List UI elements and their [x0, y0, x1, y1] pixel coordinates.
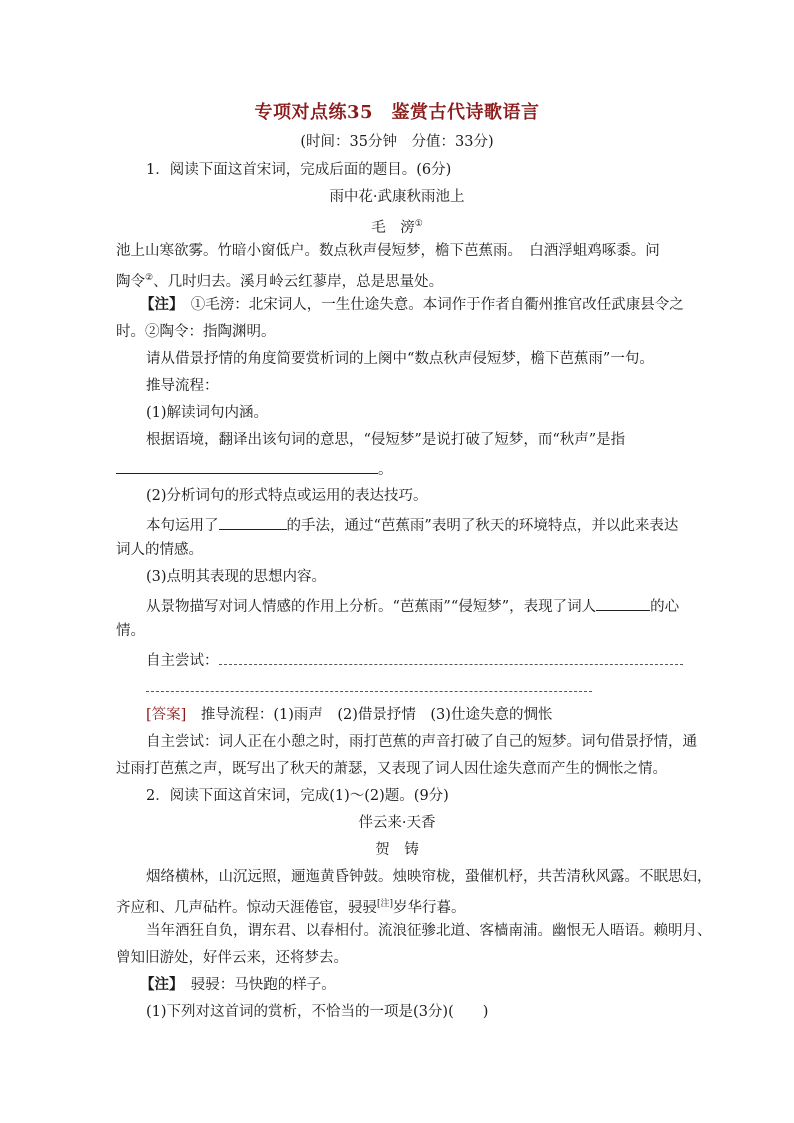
q1-step-3-text [146, 594, 679, 617]
q2-poem-author: 贺 铸 [375, 842, 419, 858]
q2-poem-p1-line-2a: 齐应和、几声砧杵。惊动天涯倦宦，骎骎 [116, 899, 377, 916]
q2-stem: 2．阅读下面这首宋词，完成(1)～(2)题。(9分) [146, 788, 449, 804]
q1-note-text-1: ①毛滂：北宋词人，一生仕途失意。本词作于作者自衢州推官改任武康县令之 [176, 297, 684, 313]
q1-blank-3[interactable] [596, 594, 650, 611]
q1-step-1-fill [116, 457, 393, 480]
q1-try-line [146, 651, 683, 671]
q2-poem-p1-line-2 [116, 894, 466, 918]
q1-poem-note-mark: ② [145, 273, 154, 283]
q1-step-3-a: 从景物描写对词人情感的作用上分析。“芭蕉雨”“侵短梦”，表现了词人 [146, 599, 597, 615]
q1-poem-line-1: 池上山寒欲雾。竹暗小窗低户。数点秋声侵短梦，檐下芭蕉雨。 白酒浮蛆鸡啄黍。问 [116, 243, 660, 259]
q2-note-tag: 【注】 [140, 976, 177, 993]
q1-try-label: 自主尝试： [146, 653, 219, 669]
q1-poem-line-2 [116, 268, 443, 292]
q1-step-2: (2)分析词句的形式特点或运用的表达技巧。 [146, 488, 428, 504]
q1-poem-author [0, 214, 794, 238]
q1-step-2-b: 的手法，通过“芭蕉雨”表明了秋天的环境特点，并以此来表达 [286, 518, 679, 534]
q1-blank-2[interactable] [219, 513, 287, 530]
q1-step-1-end: 。 [378, 462, 393, 478]
q1-note-tag: 【注】 [140, 296, 177, 313]
q1-try-answer-line-1[interactable] [219, 652, 683, 665]
q1-note-line-2: 时。②陶令：指陶渊明。 [116, 324, 276, 340]
q1-step-2-text-cont: 词人的情感。 [116, 542, 203, 558]
q2-poem-title: 伴云来·天香 [358, 815, 436, 831]
q1-step-3-text-cont: 情。 [116, 623, 145, 639]
q1-step-3: (3)点明其表现的思想内容。 [146, 569, 327, 585]
q1-author-note-mark: ① [414, 219, 423, 229]
q1-step-1-text: 根据语境，翻译出该句词的意思，“侵短梦”是说打破了短梦，而“秋声”是指 [146, 432, 626, 448]
q1-answer-line-3: 过雨打芭蕉之声，既写出了秋天的萧瑟，又表现了词人因仕途失意而产生的惆怅之情。 [116, 761, 667, 777]
q2-poem-p1-line-1: 烟络横林，山沉远照，逦迤黄昏钟鼓。烛映帘栊，蛩催机杼，共苦清秋风露。不眠思妇， [146, 869, 712, 885]
time-score-info: (时间：35分钟 分值：33分) [300, 134, 494, 150]
q1-step-2-text [146, 513, 678, 536]
q1-step-2-a: 本句运用了 [146, 518, 219, 534]
q1-answer-line-1 [146, 705, 552, 725]
q2-note-text: 骎骎：马快跑的样子。 [176, 977, 336, 993]
q1-try-answer-line-2[interactable] [146, 679, 592, 692]
q1-poem-line-2a: 陶令 [116, 273, 145, 290]
q1-author-name: 毛 滂 [371, 219, 415, 236]
q2-subquestion-1: (1)下列对这首词的赏析，不恰当的一项是(3分)( ) [146, 1004, 489, 1020]
q1-step-1: (1)解读词句内涵。 [146, 405, 269, 421]
q1-try-line-2 [146, 678, 592, 698]
page-title: 专项对点练35 鉴赏古代诗歌语言 [254, 102, 540, 123]
q1-answer-text-1: 推导流程：(1)雨声 (2)借景抒情 (3)仕途失意的惆怅 [186, 707, 553, 723]
q2-poem-p2-line-1: 当年酒狂自负，谓东君、以春相付。流浪征骖北道、客樯南浦。幽恨无人晤语。赖明月、 [146, 923, 712, 939]
q1-answer-tag: [答案] [146, 707, 187, 723]
q1-note-line-1 [140, 295, 684, 315]
q1-stem: 1．阅读下面这首宋词，完成后面的题目。(6分) [146, 162, 452, 178]
q1-guide-heading: 推导流程： [146, 378, 219, 394]
q2-note-line [140, 975, 336, 995]
q2-poem-p1-line-2b: 岁华行暮。 [393, 899, 466, 916]
q1-blank-1[interactable] [116, 457, 378, 474]
q1-poem-title: 雨中花·武康秋雨池上 [329, 189, 465, 205]
q1-poem-line-2b: 、几时归去。溪月岭云红蓼岸，总是思量处。 [153, 273, 444, 290]
q2-poem-note-mark: [注] [377, 899, 394, 909]
q1-step-3-b: 的心 [650, 599, 680, 615]
q2-poem-p2-line-2: 曾知旧游处，好伴云来，还将梦去。 [116, 950, 348, 966]
q1-prompt: 请从借景抒情的角度简要赏析词的上阕中“数点秋声侵短梦，檐下芭蕉雨”一句。 [146, 351, 654, 367]
q1-answer-line-2: 自主尝试：词人正在小憩之时，雨打芭蕉的声音打破了自己的短梦。词句借景抒情，通 [146, 734, 697, 750]
